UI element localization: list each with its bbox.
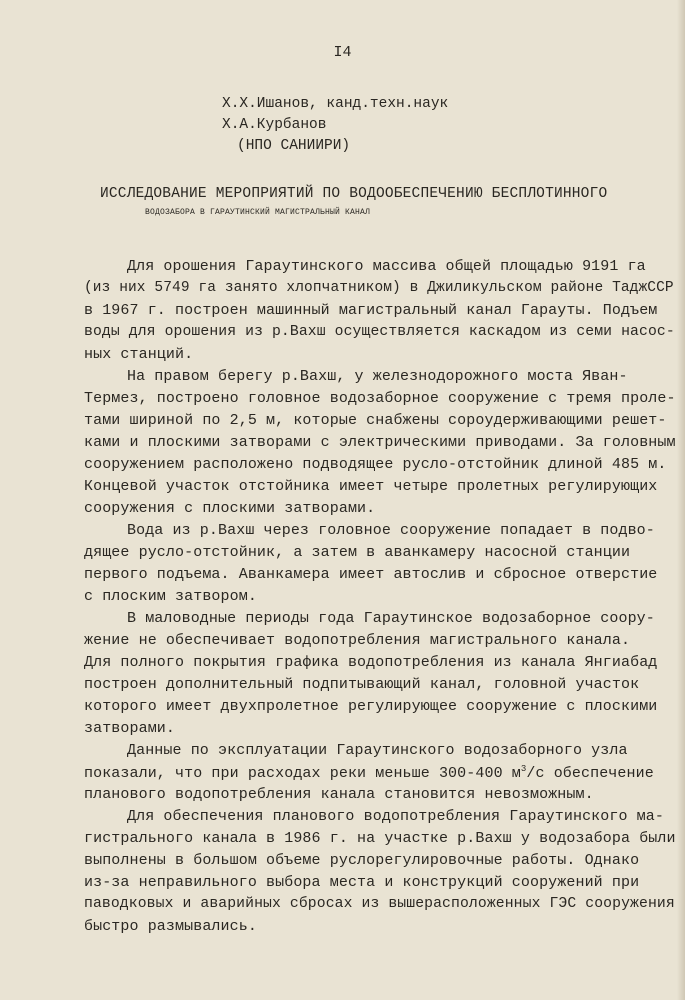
- body-line: В маловодные периоды года Гараутинское водозаборное соору-: [127, 610, 655, 627]
- body-line: ками и плоскими затворами с электрическими приводами. За головным: [84, 434, 676, 451]
- body-line: сооружением расположено подводящее русло-отстойник длиной 485 м.: [84, 456, 667, 473]
- body-line: выполнены в большом объеме руслорегулировочные работы. Однако: [84, 852, 640, 869]
- body-line: первого подъема. Аванкамера имеет автослив и сбросное отверстие: [84, 566, 658, 583]
- body-line: Для орошения Гараутинского массива общей площадью 9191 га: [127, 258, 646, 275]
- affiliation: (НПО САНИИРИ): [237, 138, 351, 154]
- body-line: паводковых и аварийных сбросах из вышерасположенных ГЭС сооружения: [84, 896, 675, 912]
- body-line: Термез, построено головное водозаборное сооружение с тремя проле-: [84, 390, 676, 407]
- body-line: в 1967 г. построен машинный магистральный канал Гарауты. Подъем: [84, 302, 658, 319]
- body-line: из-за неправильного выбора места и конструкций сооружений при: [84, 874, 640, 891]
- body-line-part: показали, что при расходах реки меньше 300-400 м: [84, 765, 521, 782]
- body-line-with-superscript: [84, 764, 654, 782]
- body-line: дящее русло-отстойник, а затем в аванкамеру насосной станции: [84, 544, 631, 561]
- body-line: ных станций.: [84, 346, 194, 363]
- body-line: Для полного покрытия графика водопотребления из канала Янгиабад: [84, 654, 658, 671]
- body-line: затворами.: [84, 720, 176, 737]
- body-line: с плоским затвором.: [84, 588, 257, 605]
- title-line-1: ИССЛЕДОВАНИЕ МЕРОПРИЯТИЙ ПО ВОДООБЕСПЕЧЕНИЮ БЕСПЛОТИННОГО: [100, 186, 608, 202]
- body-line: На правом берегу р.Вахш, у железнодорожного моста Яван-: [127, 368, 628, 385]
- author-1: Х.Х.Ишанов, канд.техн.наук: [222, 96, 449, 112]
- page-edge-shadow: [677, 0, 685, 1000]
- body-line: которого имеет двухпролетное регулирующее сооружение с плоскими: [84, 698, 658, 715]
- author-2: Х.А.Курбанов: [222, 117, 327, 133]
- page-number: I4: [333, 44, 352, 61]
- body-line: Данные по эксплуатации Гараутинского водозаборного узла: [127, 742, 628, 759]
- body-line: планового водопотребления канала становится невозможным.: [84, 786, 594, 803]
- body-line: Концевой участок отстойника имеет четыре пролетных регулирующих: [84, 478, 658, 495]
- body-line: Вода из р.Вахш через головное сооружение попадает в подво-: [127, 522, 655, 539]
- body-line: тами шириной по 2,5 м, которые снабжены сороудерживающими решет-: [84, 412, 667, 429]
- body-line: Для обеспечения планового водопотребления Гараутинского ма-: [127, 808, 664, 825]
- body-line: жение не обеспечивает водопотребления магистрального канала.: [84, 632, 631, 649]
- title-line-2: ВОДОЗАБОРА В ГАРАУТИНСКИЙ МАГИСТРАЛЬНЫЙ КАНАЛ: [145, 208, 371, 217]
- body-line: воды для орошения из р.Вахш осуществляется каскадом из семи насос-: [84, 324, 675, 340]
- body-line: быстро размывались.: [84, 918, 257, 935]
- body-line: сооружения с плоскими затворами.: [84, 500, 376, 517]
- superscript: 3: [520, 764, 527, 774]
- body-line: (из них 5749 га занято хлопчатником) в Джиликульском районе ТаджССР: [84, 280, 674, 296]
- body-line: гистрального канала в 1986 г. на участке р.Вахш у водозабора были: [84, 830, 676, 847]
- body-line-part: /с обеспечение: [526, 765, 654, 782]
- body-line: построен дополнительный подпитывающий канал, головной участок: [84, 676, 640, 693]
